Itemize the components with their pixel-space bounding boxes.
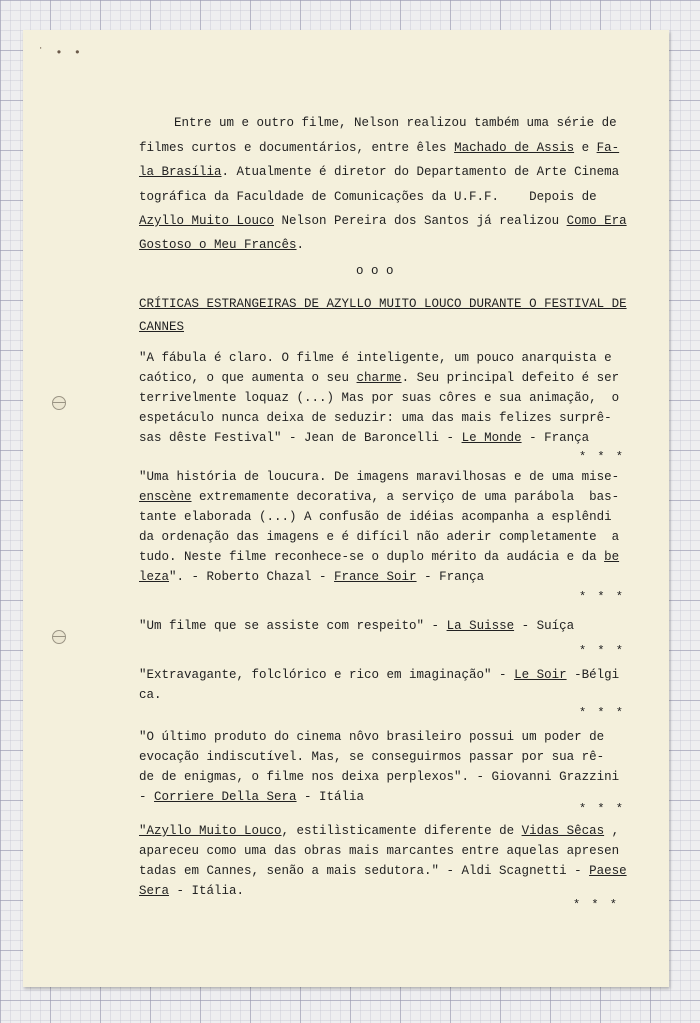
stars-divider: * * * — [579, 450, 626, 464]
quote-3-line-1: "Um filme que se assiste com respeito" - La Suisse - Suíça — [139, 619, 575, 633]
source-le-monde: Le Monde — [461, 431, 522, 445]
quote-2-line-2: enscène extremamente decorativa, a serviço de uma parábola bas- — [139, 490, 620, 504]
film-title-como-era: Como Era — [566, 214, 627, 228]
stars-divider: * * * — [579, 706, 626, 720]
section-heading-line-1: CRÍTICAS ESTRANGEIRAS DE AZYLLO MUITO LOUCO DURANTE O FESTIVAL DE — [139, 297, 627, 311]
film-title-azyllo: Azyllo Muito Louco — [139, 214, 275, 228]
typed-page — [23, 30, 669, 987]
punch-hole-top — [52, 396, 66, 410]
intro-line-4: tográfica da Faculdade de Comunicações da U.F.F. Depois de — [139, 190, 597, 204]
stars-divider: * * * — [579, 644, 626, 658]
quote-4-line-1: "Extravagante, folclórico e rico em imaginação" - Le Soir -Bélgi — [139, 668, 620, 682]
intro-line-1: Entre um e outro filme, Nelson realizou também uma série de — [174, 116, 617, 130]
stars-divider: * * * — [579, 802, 626, 816]
quote-2-line-5: tudo. Neste filme reconhece-se o duplo mérito da audácia e da be — [139, 550, 620, 564]
intro-line-5: Azyllo Muito Louco Nelson Pereira dos Santos já realizou Como Era — [139, 214, 627, 228]
source-france-soir: France Soir — [334, 570, 417, 584]
intro-line-2: filmes curtos e documentários, entre êles Machado de Assis e Fa- — [139, 141, 620, 155]
intro-line-6: Gostoso o Meu Francês. — [139, 238, 305, 252]
quote-6-line-3: tadas em Cannes, senão a mais sedutora." - Aldi Scagnetti - Paese — [139, 864, 627, 878]
quote-1-line-3: terrivelmente loquaz (...) Mas por suas côres e sua animação, o — [139, 391, 620, 405]
quote-1-line-1: "A fábula é claro. O filme é inteligente, um pouco anarquista e — [139, 351, 612, 365]
quote-1-line-5: sas dêste Festival" - Jean de Baroncelli - Le Monde - França — [139, 431, 590, 445]
stars-divider: * * * — [573, 898, 620, 912]
quote-2-line-3: tante elaborada (...) A confusão de idéias acompanha a esplêndi — [139, 510, 612, 524]
source-corriere: Corriere Della Sera — [154, 790, 297, 804]
source-paese-sera: Sera — [139, 884, 170, 898]
quote-4-line-2: ca. — [139, 688, 162, 702]
quote-1-line-2: caótico, o que aumenta o seu charme. Seu principal defeito é ser — [139, 371, 620, 385]
quote-2-line-4: da ordenação das imagens e é difícil não aderir completamente a — [139, 530, 620, 544]
quote-5-line-3: de de enigmas, o filme nos deixa perplexos". - Giovanni Grazzini — [139, 770, 620, 784]
film-title-machado: Machado de Assis — [454, 141, 575, 155]
quote-6-line-1: "Azyllo Muito Louco, estilìsticamente diferente de Vidas Sêcas , — [139, 824, 620, 838]
section-heading-line-2: CANNES — [139, 320, 185, 334]
intro-line-3: la Brasília. Atualmente é diretor do Departamento de Arte Cinema — [139, 165, 620, 179]
quote-6-line-4: Sera - Itália. — [139, 884, 245, 898]
quote-5-line-4: - Corriere Della Sera - Itália — [139, 790, 365, 804]
stars-divider: * * * — [579, 590, 626, 604]
quote-5-line-1: "O último produto do cinema nôvo brasileiro possui um poder de — [139, 730, 605, 744]
quote-2-line-1: "Uma história de loucura. De imagens maravilhosas e de uma mise- — [139, 470, 620, 484]
source-le-soir: Le Soir — [514, 668, 567, 682]
separator: o o o — [356, 264, 394, 278]
quote-1-line-4: espetáculo nunca deixa de seduzir: uma das mais felizes surprê- — [139, 411, 612, 425]
page-corner-marks: ˙ • • — [37, 46, 84, 60]
punch-hole-bottom — [52, 630, 66, 644]
quote-2-line-6: leza". - Roberto Chazal - France Soir - França — [139, 570, 485, 584]
source-la-suisse: La Suisse — [446, 619, 515, 633]
film-title-fala: la Brasília — [139, 165, 222, 179]
quote-5-line-2: evocação indiscutível. Mas, se conseguirmos passar por sua rê- — [139, 750, 605, 764]
quote-6-line-2: apareceu como uma das obras mais marcantes entre aquelas apresen — [139, 844, 620, 858]
